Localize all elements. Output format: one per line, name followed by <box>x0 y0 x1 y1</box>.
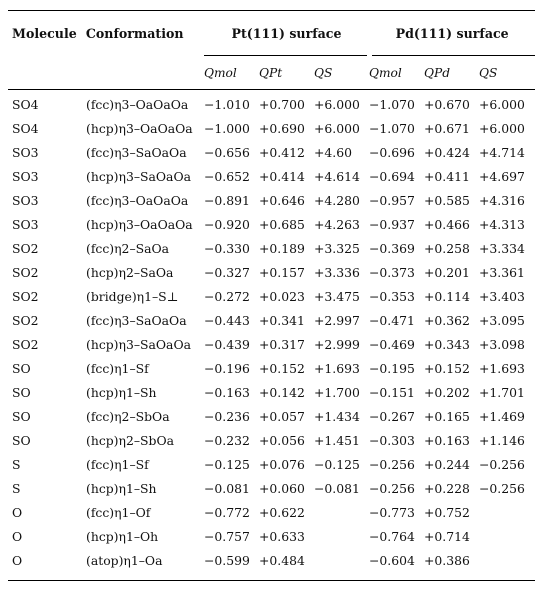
table-row <box>8 332 535 356</box>
pt-qs-cell: +4.280 <box>314 192 360 208</box>
pt-qmol-cell: −1.010 <box>204 96 250 112</box>
molecule-cell: SO3 <box>12 168 39 184</box>
pt-qmol-cell: −0.327 <box>204 264 250 280</box>
table-row <box>8 116 535 140</box>
results-table <box>8 10 535 581</box>
pd-qs-cell: +6.000 <box>479 96 525 112</box>
pt-qs-cell: +2.997 <box>314 312 360 328</box>
pd-qpd-cell: +0.386 <box>424 552 470 568</box>
table-row <box>8 356 535 380</box>
pd-qmol-cell: −0.195 <box>369 360 415 376</box>
table-row <box>8 188 535 212</box>
pd-qpd-cell: +0.411 <box>424 168 470 184</box>
pt-qs-cell: +4.614 <box>314 168 360 184</box>
molecule-cell: SO2 <box>12 264 39 280</box>
pd-qs-cell: +1.701 <box>479 384 525 400</box>
pt-qpt-cell: +0.152 <box>259 360 305 376</box>
conformation-cell: (hcp)η1–Sh <box>86 384 157 400</box>
pt-qmol-cell: −0.196 <box>204 360 250 376</box>
molecule-cell: SO <box>12 432 31 448</box>
pd-qs-cell: −0.256 <box>479 456 525 472</box>
pt-qs-cell: +3.336 <box>314 264 360 280</box>
pd-qmol-cell: −0.694 <box>369 168 415 184</box>
molecule-cell: SO <box>12 384 31 400</box>
pt-qmol-cell: −0.272 <box>204 288 250 304</box>
pt-surface-header: Pt(111) surface <box>231 26 342 41</box>
pt-subrule <box>204 55 367 56</box>
pt-qpt-cell: +0.023 <box>259 288 305 304</box>
pt-qpt-cell: +0.157 <box>259 264 305 280</box>
table-row <box>8 404 535 428</box>
pd-qmol-cell: −0.696 <box>369 144 415 160</box>
conformation-cell: (atop)η1–Oa <box>86 552 163 568</box>
pt-qpt-cell: +0.189 <box>259 240 305 256</box>
pd-qmol-cell: −0.773 <box>369 504 415 520</box>
molecule-cell: SO3 <box>12 144 39 160</box>
pt-qpt-cell: +0.142 <box>259 384 305 400</box>
pd-qmol-cell: −0.151 <box>369 384 415 400</box>
conformation-cell: (fcc)η3–OaOaOa <box>86 192 189 208</box>
pt-qmol-header: Qmol <box>204 65 237 80</box>
pt-qmol-cell: −0.656 <box>204 144 250 160</box>
conformation-cell: (fcc)η1–Of <box>86 504 151 520</box>
pt-qs-cell: +4.263 <box>314 216 360 232</box>
pd-qs-cell: +3.361 <box>479 264 525 280</box>
pd-qmol-cell: −0.469 <box>369 336 415 352</box>
conformation-cell: (fcc)η2–SbOa <box>86 408 170 424</box>
pd-qpd-cell: +0.362 <box>424 312 470 328</box>
pt-qs-cell: +4.60 <box>314 144 352 160</box>
molecule-cell: SO3 <box>12 216 39 232</box>
pd-qmol-cell: −1.070 <box>369 120 415 136</box>
conformation-cell: (hcp)η3–OaOaOa <box>86 120 193 136</box>
molecule-cell: S <box>12 456 21 472</box>
molecule-cell: SO <box>12 360 31 376</box>
table-row <box>8 548 535 572</box>
conformation-cell: (fcc)η1–Sf <box>86 360 149 376</box>
pd-qmol-cell: −0.957 <box>369 192 415 208</box>
pd-qmol-cell: −0.256 <box>369 456 415 472</box>
pt-qpt-cell: +0.412 <box>259 144 305 160</box>
pd-qmol-cell: −0.471 <box>369 312 415 328</box>
table-row <box>8 260 535 284</box>
conformation-cell: (hcp)η1–Oh <box>86 528 159 544</box>
conformation-cell: (hcp)η3–OaOaOa <box>86 216 193 232</box>
pd-qs-cell: +4.316 <box>479 192 525 208</box>
pd-qs-cell: +3.095 <box>479 312 525 328</box>
pd-qs-cell: +1.693 <box>479 360 525 376</box>
pd-qpd-cell: +0.244 <box>424 456 470 472</box>
pt-qmol-cell: −0.163 <box>204 384 250 400</box>
conformation-cell: (hcp)η2–SaOa <box>86 264 174 280</box>
pt-qs-cell: +1.700 <box>314 384 360 400</box>
pd-qmol-cell: −0.267 <box>369 408 415 424</box>
conformation-cell: (hcp)η1–Sh <box>86 480 157 496</box>
pd-qpd-header: QPd <box>424 65 450 80</box>
pd-qs-cell: +4.714 <box>479 144 525 160</box>
pd-qpd-cell: +0.202 <box>424 384 470 400</box>
pd-qs-cell: +3.334 <box>479 240 525 256</box>
molecule-cell: SO3 <box>12 192 39 208</box>
pt-qmol-cell: −0.772 <box>204 504 250 520</box>
pd-qpd-cell: +0.343 <box>424 336 470 352</box>
pd-qs-cell: +6.000 <box>479 120 525 136</box>
pd-qmol-cell: −0.604 <box>369 552 415 568</box>
pt-qmol-cell: −0.891 <box>204 192 250 208</box>
pt-qmol-cell: −0.330 <box>204 240 250 256</box>
pt-qs-cell: +3.325 <box>314 240 360 256</box>
pt-qs-cell: −0.125 <box>314 456 360 472</box>
pt-qs-cell: +1.434 <box>314 408 360 424</box>
pt-qs-cell: +6.000 <box>314 120 360 136</box>
pt-qmol-cell: −0.081 <box>204 480 250 496</box>
pt-qmol-cell: −0.236 <box>204 408 250 424</box>
pt-qpt-cell: +0.341 <box>259 312 305 328</box>
conformation-cell: (hcp)η2–SbOa <box>86 432 174 448</box>
molecule-cell: O <box>12 504 23 520</box>
pt-qs-cell: +6.000 <box>314 96 360 112</box>
pt-qpt-header: QPt <box>259 65 283 80</box>
molecule-cell: SO <box>12 408 31 424</box>
pd-qs-cell: +3.403 <box>479 288 525 304</box>
table-row <box>8 140 535 164</box>
header-row-surfaces <box>8 11 535 56</box>
molecule-cell: O <box>12 552 23 568</box>
pt-qmol-cell: −0.232 <box>204 432 250 448</box>
pt-qs-cell: +3.475 <box>314 288 360 304</box>
conformation-cell: (hcp)η3–SaOaOa <box>86 336 191 352</box>
pt-qmol-cell: −0.439 <box>204 336 250 352</box>
pt-qs-cell: +1.451 <box>314 432 360 448</box>
pd-qpd-cell: +0.258 <box>424 240 470 256</box>
pt-qmol-cell: −0.125 <box>204 456 250 472</box>
pd-qs-cell: +4.697 <box>479 168 525 184</box>
pt-qpt-cell: +0.690 <box>259 120 305 136</box>
pt-qpt-cell: +0.076 <box>259 456 305 472</box>
molecule-cell: SO4 <box>12 120 39 136</box>
pt-qmol-cell: −0.443 <box>204 312 250 328</box>
molecule-cell: SO2 <box>12 288 39 304</box>
pd-qmol-cell: −0.764 <box>369 528 415 544</box>
pd-qs-cell: +1.146 <box>479 432 525 448</box>
table-row <box>8 452 535 476</box>
conformation-cell: (fcc)η3–SaOaOa <box>86 144 187 160</box>
pd-qpd-cell: +0.152 <box>424 360 470 376</box>
pt-qs-cell: −0.081 <box>314 480 360 496</box>
pd-qpd-cell: +0.585 <box>424 192 470 208</box>
table-row <box>8 500 535 524</box>
pt-qpt-cell: +0.700 <box>259 96 305 112</box>
table-row <box>8 236 535 260</box>
pd-qpd-cell: +0.114 <box>424 288 470 304</box>
pd-qpd-cell: +0.671 <box>424 120 470 136</box>
pt-qmol-cell: −0.652 <box>204 168 250 184</box>
pt-qpt-cell: +0.056 <box>259 432 305 448</box>
table-row <box>8 212 535 236</box>
pt-qmol-cell: −0.920 <box>204 216 250 232</box>
pt-qpt-cell: +0.057 <box>259 408 305 424</box>
pd-qpd-cell: +0.466 <box>424 216 470 232</box>
pt-qs-cell: +1.693 <box>314 360 360 376</box>
table-row <box>8 476 535 500</box>
table-row <box>8 428 535 452</box>
molecule-cell: S <box>12 480 21 496</box>
pd-qmol-cell: −0.303 <box>369 432 415 448</box>
pd-qpd-cell: +0.163 <box>424 432 470 448</box>
pd-qmol-cell: −0.353 <box>369 288 415 304</box>
pd-qmol-cell: −0.256 <box>369 480 415 496</box>
table-row <box>8 308 535 332</box>
pd-qs-cell: +3.098 <box>479 336 525 352</box>
conformation-cell: (fcc)η3–OaOaOa <box>86 96 189 112</box>
bottom-rule <box>8 580 535 581</box>
pd-subrule <box>372 55 535 56</box>
molecule-cell: O <box>12 528 23 544</box>
pt-qmol-cell: −1.000 <box>204 120 250 136</box>
pt-qmol-cell: −0.757 <box>204 528 250 544</box>
molecule-cell: SO2 <box>12 312 39 328</box>
pd-qmol-cell: −0.369 <box>369 240 415 256</box>
pd-qpd-cell: +0.714 <box>424 528 470 544</box>
pt-qpt-cell: +0.622 <box>259 504 305 520</box>
pt-qs-cell: +2.999 <box>314 336 360 352</box>
table-row <box>8 164 535 188</box>
pd-qpd-cell: +0.201 <box>424 264 470 280</box>
pt-qpt-cell: +0.414 <box>259 168 305 184</box>
molecule-header: Molecule <box>12 26 77 41</box>
pd-qpd-cell: +0.228 <box>424 480 470 496</box>
pt-qpt-cell: +0.633 <box>259 528 305 544</box>
conformation-cell: (hcp)η3–SaOaOa <box>86 168 191 184</box>
pd-qs-cell: +1.469 <box>479 408 525 424</box>
conformation-cell: (fcc)η3–SaOaOa <box>86 312 187 328</box>
pd-qs-header: QS <box>479 65 498 80</box>
pd-qmol-header: Qmol <box>369 65 402 80</box>
molecule-cell: SO2 <box>12 336 39 352</box>
pd-qpd-cell: +0.165 <box>424 408 470 424</box>
pd-qmol-cell: −0.937 <box>369 216 415 232</box>
pd-qs-cell: +4.313 <box>479 216 525 232</box>
header-row-charges <box>8 56 535 89</box>
pd-qpd-cell: +0.424 <box>424 144 470 160</box>
table-row <box>8 284 535 308</box>
conformation-cell: (fcc)η1–Sf <box>86 456 149 472</box>
table-row <box>8 92 535 116</box>
conformation-header: Conformation <box>85 26 184 41</box>
pd-qpd-cell: +0.670 <box>424 96 470 112</box>
pt-qpt-cell: +0.060 <box>259 480 305 496</box>
table-row <box>8 380 535 404</box>
conformation-cell: (fcc)η2–SaOa <box>86 240 170 256</box>
pd-qmol-cell: −0.373 <box>369 264 415 280</box>
table-body <box>8 90 535 572</box>
pt-qs-header: QS <box>314 65 333 80</box>
pt-qpt-cell: +0.685 <box>259 216 305 232</box>
conformation-cell: (bridge)η1–S⊥ <box>86 288 179 304</box>
pt-qpt-cell: +0.646 <box>259 192 305 208</box>
pd-qmol-cell: −1.070 <box>369 96 415 112</box>
pt-qmol-cell: −0.599 <box>204 552 250 568</box>
pd-qs-cell: −0.256 <box>479 480 525 496</box>
molecule-cell: SO4 <box>12 96 39 112</box>
pt-qpt-cell: +0.484 <box>259 552 305 568</box>
table-row <box>8 524 535 548</box>
pd-surface-header: Pd(111) surface <box>395 26 509 41</box>
pt-qpt-cell: +0.317 <box>259 336 305 352</box>
molecule-cell: SO2 <box>12 240 39 256</box>
pd-qpd-cell: +0.752 <box>424 504 470 520</box>
